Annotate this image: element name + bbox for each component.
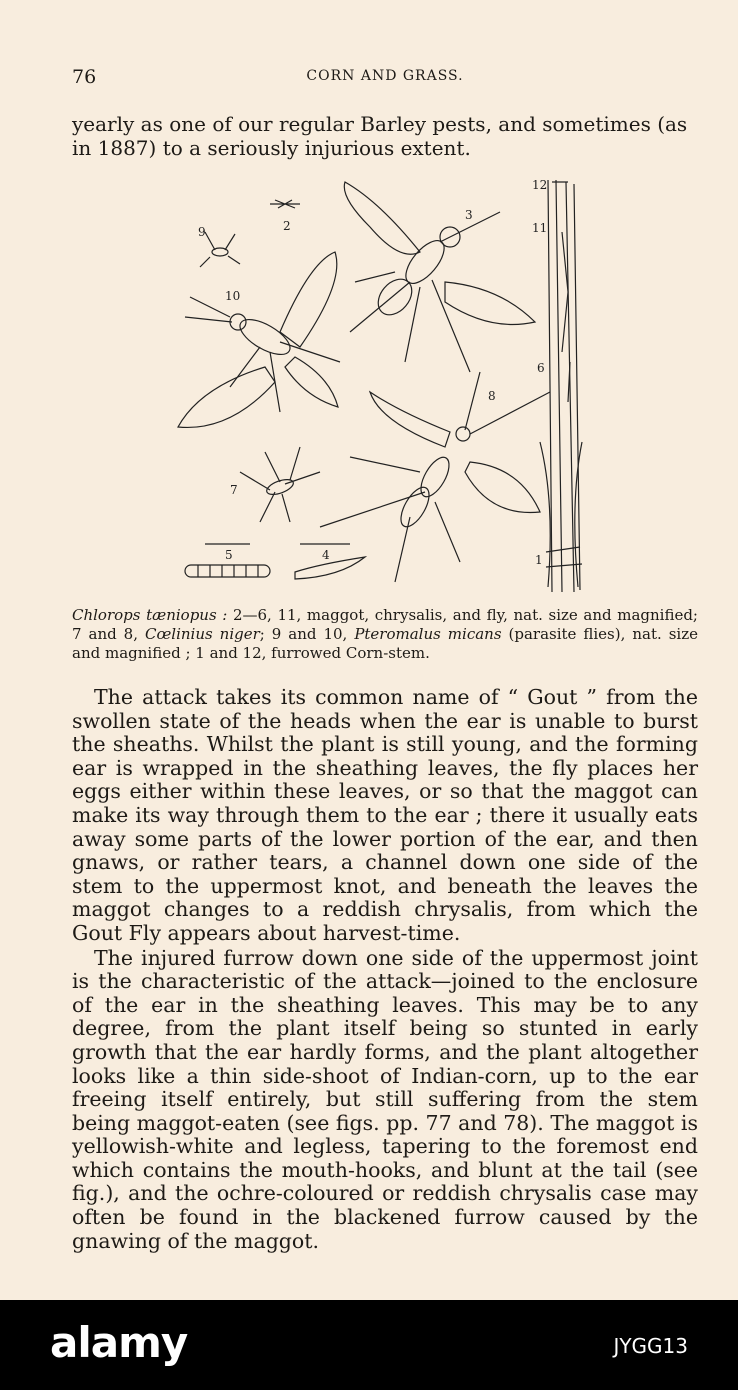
body-paragraph: The attack takes its common name of “ Gout ” from the swollen state of the heads when the ear is unable to burst the sheaths. Whilst the plant is still young, and the forming ear is wrapped in the sheathing leaves, the fly places her eggs either within these leaves, or so that the maggot can make its way through them to the ear ; there it usually eats away some parts of the lower portion of the ear, and then gnaws, or rather tears, a channel down one side of the stem to the uppermost knot, and beneath the leaves the maggot changes to a reddish chrysalis, from which the Gout Fly appears about harvest-time. xyxy=(72,685,698,945)
running-head: CORN AND GRASS. xyxy=(306,68,464,84)
figure-label: 1 xyxy=(535,553,543,567)
fly-3-drawing xyxy=(344,182,535,372)
intro-paragraph: yearly as one of our regular Barley pests, and sometimes (as in 1887) to a seriously injurious extent. xyxy=(72,112,688,160)
fly-2-drawing xyxy=(270,200,300,208)
figure-label: 4 xyxy=(322,548,330,562)
figure-label: 9 xyxy=(198,225,206,239)
fly-7-drawing xyxy=(240,447,320,522)
page-header xyxy=(72,66,698,92)
maggot-chrysalis-drawing xyxy=(185,544,365,579)
page-number: 76 xyxy=(72,66,97,88)
brand-logo: alamy xyxy=(50,1318,188,1367)
figure-label: 7 xyxy=(230,483,238,497)
caption-species: Cœlinius niger xyxy=(144,625,260,643)
caption-text: 2—6, 11, maggot, chrysalis, and fly, nat. size and magnified; 7 and 8, xyxy=(72,606,698,643)
figure-label: 6 xyxy=(537,361,545,375)
body-paragraph: The injured furrow down one side of the uppermost joint is the characteristic of the attack—joined to the enclosure of the ear in the sheathing leaves. This may be to any degree, from the plant itself being so stunted in early growth that the ear hardly forms, and the plant altogether looks like a thin side-shoot of Indian-corn, up to the ear freeing itself entirely, but still suffering from the stem being maggot-eaten (see figs. pp. 77 and 78). The maggot is yellowish-white and legless, tapering to the foremost end which contains the mouth-hooks, and blunt at the tail (see fig.), and the ochre-coloured or reddish chrysalis case may often be found in the blackened furrow caused by the gnawing of the maggot. xyxy=(72,945,698,1253)
fly-10-drawing xyxy=(178,252,340,427)
figure-caption xyxy=(72,606,698,663)
figure-label: 10 xyxy=(225,289,241,303)
figure-label: 12 xyxy=(532,178,548,192)
figure-label: 3 xyxy=(465,208,473,222)
corn-stem-drawing xyxy=(540,180,582,592)
caption-species: Pteromalus micans xyxy=(354,625,502,643)
watermark-bar xyxy=(0,1300,738,1390)
fly-8-drawing xyxy=(320,372,550,582)
caption-text: ; 9 and 10, xyxy=(259,625,355,643)
body-text xyxy=(72,686,698,1253)
figure-label: 8 xyxy=(488,389,496,403)
caption-species: Chlorops tæniopus : xyxy=(72,606,228,624)
insect-illustration xyxy=(170,172,600,597)
figure-label: 11 xyxy=(532,221,548,235)
caption-text: (parasite flies), nat. size and magnified ; 1 and 12, furrowed Corn-stem. xyxy=(72,625,698,662)
figure-label: 2 xyxy=(283,219,291,233)
fly-9-drawing xyxy=(200,232,240,267)
figure-label: 5 xyxy=(225,548,233,562)
image-id: JYGG13 xyxy=(613,1334,688,1358)
